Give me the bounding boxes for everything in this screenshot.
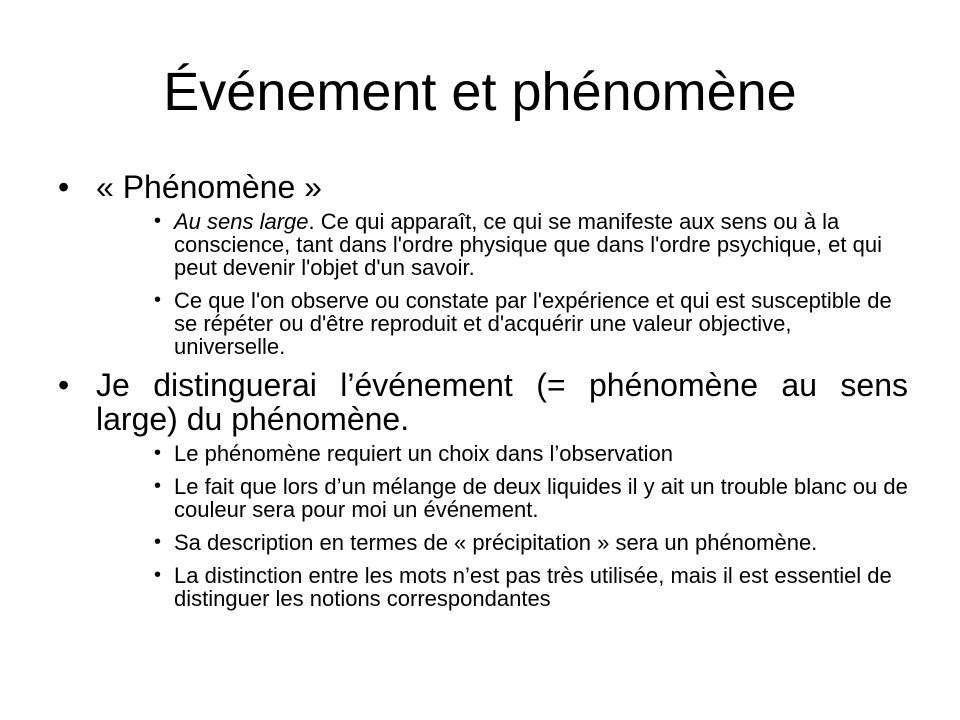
sub-bullet-text: Ce que l'on observe ou constate par l'expérience et qui est susceptible de se répéter ou d'être reproduit et d'acquérir une valeur objective, universelle. — [174, 288, 892, 359]
sub-bullet-point — [154, 210, 908, 279]
bullet-icon: • — [154, 210, 162, 232]
bullet-text: Je distinguerai l’événement (= phénomène au sens large) du phénomène. — [96, 367, 908, 437]
sub-bullet-text: Sa description en termes de « précipitation » sera un phénomène. — [174, 530, 818, 555]
bullet-icon: • — [154, 289, 162, 311]
sub-bullet-point — [154, 531, 908, 554]
bullet-point — [58, 170, 908, 358]
bullet-icon: • — [58, 367, 70, 403]
sub-bullet-text: . Ce qui apparaît, ce qui se manifeste aux sens ou à la conscience, tant dans l'ordre physique que dans l'ordre psychique, et qui peut devenir l'objet d'un savoir. — [174, 209, 882, 280]
bullet-icon: • — [154, 442, 162, 464]
bullet-list — [58, 170, 908, 610]
sub-bullet-point — [154, 289, 908, 358]
sub-bullet-text: La distinction entre les mots n’est pas très utilisée, mais il est essentiel de distinguer les notions correspondantes — [174, 563, 892, 611]
sub-bullet-text: Le fait que lors d’un mélange de deux liquides il y ait un trouble blanc ou de couleur sera pour moi un événement. — [174, 474, 908, 522]
slide-body — [58, 170, 908, 620]
bullet-icon: • — [154, 531, 162, 553]
sub-bullet-list — [154, 442, 908, 610]
emphasis-text: Au sens large — [174, 209, 309, 234]
sub-bullet-point — [154, 475, 908, 521]
bullet-icon: • — [58, 169, 70, 205]
slide-title: Événement et phénomène — [163, 62, 797, 122]
sub-bullet-point — [154, 442, 908, 465]
bullet-icon: • — [154, 564, 162, 586]
sub-bullet-text: Le phénomène requiert un choix dans l’observation — [174, 441, 673, 466]
bullet-icon: • — [154, 475, 162, 497]
bullet-point — [58, 368, 908, 610]
sub-bullet-list — [154, 210, 908, 358]
sub-bullet-point — [154, 564, 908, 610]
bullet-text: « Phénomène » — [96, 169, 322, 205]
